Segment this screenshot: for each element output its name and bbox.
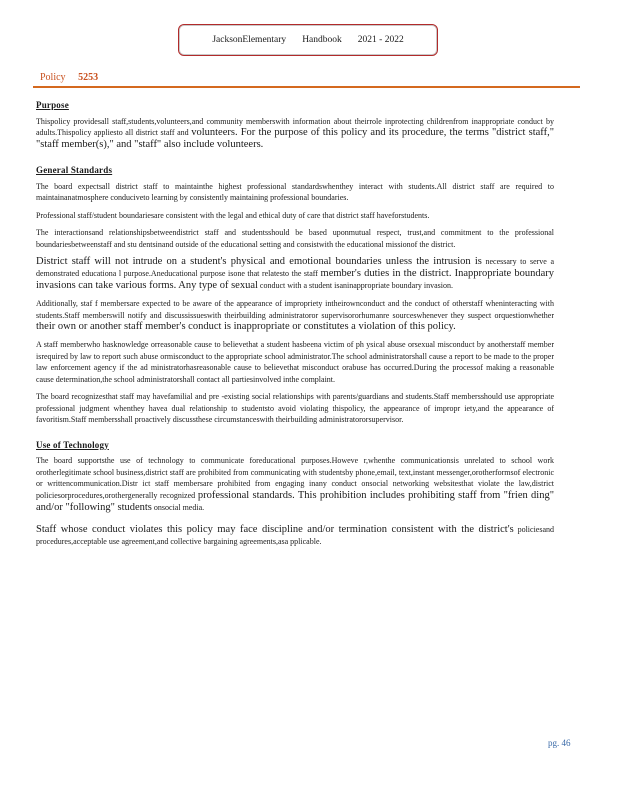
tp1-small-b: onsocial media. bbox=[153, 502, 205, 512]
general-paragraph-6: A staff memberwho hasknowledge orreasonable cause to believethat a student hasbeena victim of ph ysical abuse orsexual misconduct by anotherstaff member isrequired by law to report such abuse ormisconduct to the appropriate school administrator.The school administratorshall cause a report to be made to the proper law enforcement agency if the ad ministratorhasreasonable cause to believethat misconduct orabuse has occurred.During the processof making a reasonable cause determination,the school administratorshall contact all partiesinvolved inthe complaint. bbox=[36, 340, 554, 384]
header-divider bbox=[33, 86, 580, 88]
technology-paragraph-2 bbox=[36, 524, 554, 548]
tp2-large: Staff whose conduct violates this policy may face discipline and/or termination consistent with the district's bbox=[36, 523, 514, 535]
gp4-small-a: necessary to serve a demonstrated educationa l purpose.Aneducational purpose isone that relatesto the staff bbox=[36, 257, 555, 278]
purpose-heading: Purpose bbox=[36, 100, 69, 110]
policy-number-line bbox=[40, 72, 98, 83]
header-text bbox=[179, 25, 437, 55]
purpose-paragraph bbox=[36, 116, 554, 152]
purpose-text-large: volunteers. For the purpose of this policy and its procedure, the terms "district staff," "staff member(s)," and "staff" also include volunteers. bbox=[36, 127, 554, 150]
page-prefix: pg. bbox=[548, 738, 560, 748]
gp4-large-b: member's duties in the district. Inappropriate boundary invasions can take various forms. Any type of sexual bbox=[36, 268, 554, 291]
general-paragraph-4 bbox=[36, 256, 554, 292]
gp4-large-a: District staff will not intrude on a student's physical and emotional boundaries unless the intrusion is bbox=[36, 256, 482, 267]
header-box bbox=[178, 24, 438, 56]
page-number bbox=[548, 738, 571, 748]
general-paragraph-7: The board recognizesthat staff may havefamilial and pre -existing social relationships with parents/guardians and students.Staff membersshould use appropriate professional judgment whenthey havea dual relationship to studentsto avoid violating thispolicy, the appearance of impropr iety,and the appearance of favoritism.Staff membersshall proactively discussthese circumstanceswith theirbuilding administratororsupervisor. bbox=[36, 392, 554, 424]
school-name: JacksonElementary bbox=[212, 35, 287, 45]
year-start: 2021 bbox=[357, 35, 377, 45]
general-paragraph-5 bbox=[36, 298, 554, 333]
tp2-small: policiesand procedures,acceptable use agreement,and collective bargaining agreements,asa pplicable. bbox=[36, 524, 555, 546]
technology-heading: Use of Technology bbox=[36, 439, 109, 450]
gp5-small: Additionally, staf f membersare expected to be aware of the appearance of impropriety intheirownconduct and the conduct of otherstaff wheninteracting with students.Staff memberswill notify and discussissueswith theirbuilding administratoror supervisororhumanre sourceswhenever they suspect orquestionwhether bbox=[36, 299, 554, 320]
school-year bbox=[358, 35, 404, 45]
general-paragraph-3: The interactionsand relationshipsbetweendistrict staff and studentsshould be based uponmutual respect, trust,and commitment to the professional boundariesbetweenstaff and stu dentsinand outside of the educational setting and consistwith the educational missionof the district. bbox=[36, 228, 554, 249]
policy-body bbox=[36, 100, 554, 553]
doc-title: Handbook bbox=[302, 35, 342, 45]
year-end: 2022 bbox=[384, 35, 404, 45]
year-dash: - bbox=[379, 35, 383, 45]
tp1-small: The board supportsthe use of technology to communicate foreducational purposes.Howeve r,whenthe communicationsis unrelated to school work orotherlegitimate school business,district staff are prohibited from communicating with studentsby phone,email, text,instant messenger,orotherformsof electronic or writtencommunication.Distr ict staff membersare prohibited from engaging inany conduct onsocial networking websitesthat violate the law,district policiesorprocedures,orothergenerally recognized bbox=[36, 456, 554, 500]
general-paragraph-2: Professional staff/student boundariesare consistent with the legal and ethical duty of care that district staff haveforstudents. bbox=[36, 210, 430, 220]
tp1-large: professional standards. This prohibition includes prohibiting staff from "frien ding" and/or "following" students bbox=[36, 489, 555, 513]
purpose-text-small: Thispolicy providesall staff,students,volunteers,and community memberswith information about theirrole inprotecting childrenfrom inappropriate conduct by adults.Thispolicy appliesto all district staff and bbox=[36, 116, 554, 137]
page-number-value: 46 bbox=[561, 738, 571, 748]
gp4-small-b: conduct with a student isaninappropriate boundary invasion. bbox=[259, 281, 453, 290]
general-paragraph-1: The board expectsall district staff to maintainthe highest professional standardswhenthey interact with students.All district staff are required to maintainanatmosphere conduciveto learning by consistently maintaining professional boundaries. bbox=[36, 181, 554, 202]
policy-label: Policy bbox=[40, 72, 66, 83]
policy-number: 5253 bbox=[78, 72, 99, 83]
gp5-large: their own or another staff member's conduct is inappropriate or constitutes a violation of this policy. bbox=[36, 321, 456, 332]
technology-paragraph-1 bbox=[36, 455, 554, 514]
general-standards-heading: General Standards bbox=[36, 165, 113, 175]
